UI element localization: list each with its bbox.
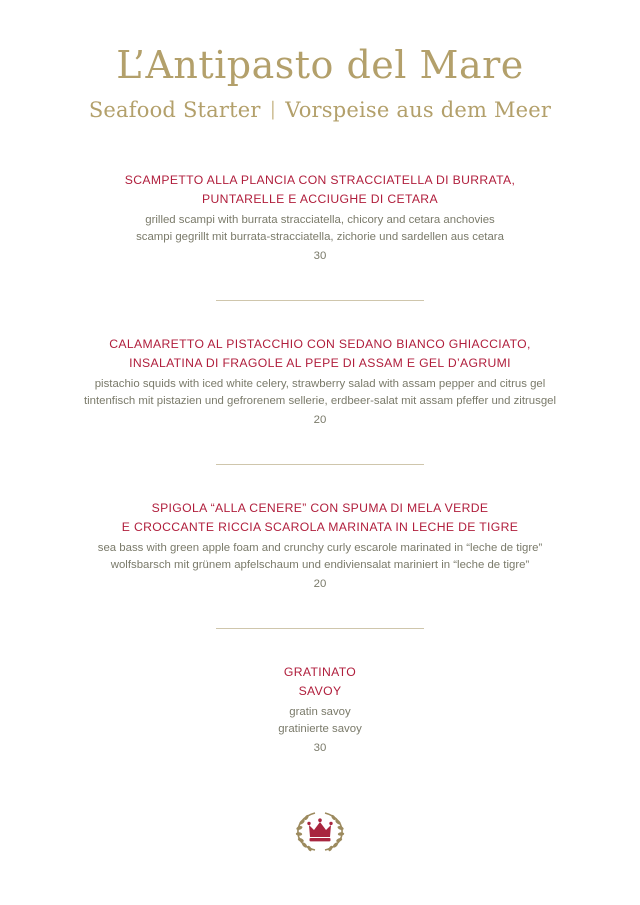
menu-item [0, 663, 640, 757]
menu-item-price: 20 [313, 578, 327, 591]
menu-item-name-line2: PUNTARELLE E ACCIUGHE DI CETARA [202, 191, 438, 206]
menu-item-description-de: scampi gegrillt mit burrata-stracciatella, zichorie und sardellen aus cetara [136, 230, 504, 243]
footer-crest [0, 807, 640, 853]
menu-item-name [46, 663, 594, 701]
menu-item-description-de: gratinierte savoy [278, 723, 362, 736]
subtitle-english: Seafood Starter [88, 97, 261, 122]
section-divider [0, 300, 640, 301]
menu-item-description-en: pistachio squids with iced white celery, strawberry salad with assam pepper and citrus gel [94, 377, 546, 390]
page-subtitle [0, 98, 640, 123]
section-divider [0, 628, 640, 629]
menu-item-price: 30 [313, 249, 327, 262]
menu-item-name [46, 335, 594, 373]
menu-item-description-en: grilled scampi with burrata stracciatella, chicory and cetara anchovies [145, 213, 495, 226]
menu-item-name-line2: INSALATINA DI FRAGOLE AL PEPE DI ASSAM E GEL D’AGRUMI [129, 355, 511, 370]
menu-item-name-line1: CALAMARETTO AL PISTACCHIO CON SEDANO BIANCO GHIACCIATO, [109, 337, 531, 352]
menu-item-name-line1: SPIGOLA “ALLA CENERE” CON SPUMA DI MELA VERDE [151, 501, 489, 516]
menu-item-name-line1: SCAMPETTO ALLA PLANCIA CON STRACCIATELLA DI BURRATA, [124, 172, 516, 187]
menu-item [0, 171, 640, 265]
menu-items-list [0, 171, 640, 758]
menu-header [0, 0, 640, 123]
page-title: L’Antipasto del Mare [116, 43, 524, 87]
section-divider [0, 464, 640, 465]
menu-item-name-line2: SAVOY [298, 684, 342, 699]
subtitle-separator: | [269, 97, 277, 120]
menu-item-description-de: wolfsbarsch mit grünem apfelschaum und endiviensalat mariniert in “leche de tigre” [110, 559, 530, 572]
divider-line [216, 300, 424, 301]
crown-laurel-crest-icon [293, 807, 347, 853]
menu-item-description-en: gratin savoy [289, 706, 351, 719]
menu-item-description-de: tintenfisch mit pistazien und gefrorenem sellerie, erdbeer-salat mit assam pfeffer und zitrusgel [83, 394, 557, 407]
menu-item-name [46, 171, 594, 209]
menu-item-description-en: sea bass with green apple foam and crunchy curly escarole marinated in “leche de tigre” [97, 541, 543, 554]
menu-item [0, 335, 640, 429]
menu-item-name-line2: E CROCCANTE RICCIA SCAROLA MARINATA IN LECHE DE TIGRE [121, 520, 519, 535]
divider-line [216, 628, 424, 629]
divider-line [216, 464, 424, 465]
menu-item-price: 20 [313, 414, 327, 427]
menu-item [0, 499, 640, 593]
subtitle-german: Vorspeise aus dem Meer [285, 97, 552, 122]
menu-item-name-line1: GRATINATO [283, 665, 357, 680]
menu-item-price: 30 [313, 742, 327, 755]
menu-item-name [46, 499, 594, 537]
